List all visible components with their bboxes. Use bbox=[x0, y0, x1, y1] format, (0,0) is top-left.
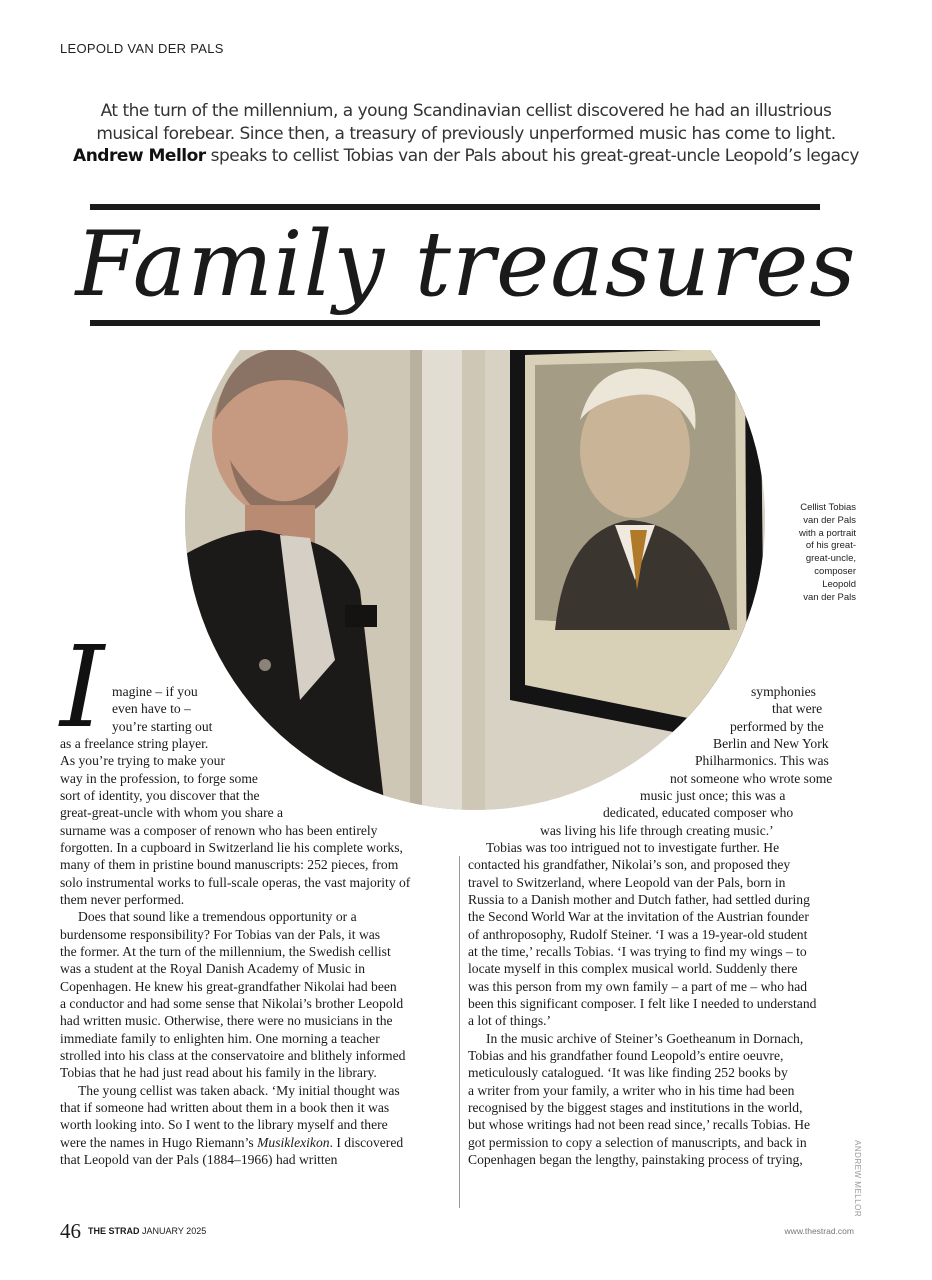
right-column-line: contacted his grandfather, Nikolai’s son, and proposed they bbox=[468, 857, 791, 872]
right-column-line: meticulously catalogued. ‘It was like finding 252 books by bbox=[468, 1065, 788, 1080]
caption-line: van der Pals bbox=[803, 591, 856, 603]
caption-line: great-uncle, bbox=[805, 553, 856, 565]
author-name: Andrew Mellor bbox=[73, 146, 206, 166]
left-column-line: that if someone had written about them in a book then it was bbox=[60, 1100, 390, 1115]
article-title bbox=[60, 200, 872, 330]
left-column-line: that Leopold van der Pals (1884–1966) had written bbox=[60, 1152, 338, 1167]
standfirst-line-3 bbox=[60, 145, 872, 168]
caption-line: composer bbox=[814, 565, 856, 577]
article-title-text: Family treasures bbox=[71, 212, 860, 317]
left-column-line: had written music. Otherwise, there were no musicians in the bbox=[60, 1013, 393, 1028]
book-title: Musiklexikon bbox=[257, 1135, 330, 1150]
right-column-line: Tobias was too intrigued not to investigate further. He bbox=[486, 840, 780, 855]
right-column-line: at the time,’ recalls Tobias. ‘I was trying to find my wings – to bbox=[468, 944, 807, 959]
caption-line: with a portrait bbox=[798, 527, 856, 539]
right-column-line: performed by the bbox=[730, 719, 824, 734]
left-column-line: great-great-uncle with whom you share a bbox=[60, 805, 284, 820]
right-column-line: In the music archive of Steiner’s Goetheanum in Dornach, bbox=[486, 1031, 804, 1046]
left-column-line: burdensome responsibility? For Tobias van der Pals, it was bbox=[60, 927, 381, 942]
photo-credit: ANDREW MELLOR bbox=[853, 1140, 862, 1218]
right-column-line: symphonies bbox=[751, 684, 816, 699]
left-column-line: as a freelance string player. bbox=[60, 736, 209, 751]
right-column-line: music just once; this was a bbox=[640, 788, 786, 803]
left-column-line: surname was a composer of renown who has been entirely bbox=[60, 823, 378, 838]
left-column-line: forgotten. In a cupboard in Switzerland lie his complete works, bbox=[60, 840, 403, 855]
left-column-line: solo instrumental works to full-scale operas, the vast majority of bbox=[60, 875, 411, 890]
right-column-line: got permission to copy a selection of manuscripts, and back in bbox=[468, 1135, 807, 1150]
left-column-line: Does that sound like a tremendous opportunity or a bbox=[78, 909, 357, 924]
page-number: 46 bbox=[60, 1219, 81, 1243]
magazine-url: www.thestrad.com bbox=[784, 1226, 854, 1236]
right-column-line: travel to Switzerland, where Leopold van der Pals, born in bbox=[468, 875, 786, 890]
right-column-line: Copenhagen began the lengthy, painstaking process of trying, bbox=[468, 1152, 803, 1167]
left-column-line: Copenhagen. He knew his great-grandfather Nikolai had been bbox=[60, 979, 397, 994]
caption-line: Leopold bbox=[822, 578, 856, 590]
magazine-issue bbox=[88, 1226, 206, 1236]
standfirst-line-1: At the turn of the millennium, a young Scandinavian cellist discovered he had an illustrious bbox=[100, 101, 832, 121]
standfirst bbox=[60, 100, 872, 168]
running-head: LEOPOLD VAN DER PALS bbox=[60, 41, 224, 56]
right-column-line: a writer from your family, a writer who in his time had been bbox=[468, 1083, 795, 1098]
left-column-text: were the names in Hugo Riemann’s bbox=[60, 1135, 258, 1150]
left-column-line bbox=[60, 1134, 403, 1151]
left-column-line: even have to – bbox=[112, 701, 191, 716]
right-column-line: but whose writings had not been read since,’ recalls Tobias. He bbox=[468, 1117, 811, 1132]
drop-cap: I bbox=[60, 623, 105, 753]
left-column-line: the former. At the turn of the millennium, the Swedish cellist bbox=[60, 944, 391, 959]
left-column-line: The young cellist was taken aback. ‘My initial thought was bbox=[78, 1083, 400, 1098]
left-column-line: magine – if you bbox=[112, 684, 198, 699]
right-column-line: the Second World War at the invitation of the Austrian founder bbox=[468, 909, 809, 924]
left-column-line: was a student at the Royal Danish Academy of Music in bbox=[60, 961, 366, 976]
right-column-line: Philharmonics. This was bbox=[695, 753, 829, 768]
right-column-line: recognised by the biggest stages and institutions in the world, bbox=[468, 1100, 803, 1115]
right-column-line: locate myself in this complex musical world. Suddenly there bbox=[468, 961, 798, 976]
right-column-line: dedicated, educated composer who bbox=[603, 805, 794, 820]
column-rule bbox=[459, 856, 460, 1208]
right-column-line: not someone who wrote some bbox=[670, 771, 833, 786]
left-column-line: them never performed. bbox=[60, 892, 185, 907]
standfirst-line-3-rest: speaks to cellist Tobias van der Pals about his great-great-uncle Leopold’s legacy bbox=[205, 146, 859, 166]
right-column-line: Tobias and his grandfather found Leopold’s entire oeuvre, bbox=[468, 1048, 784, 1063]
right-column-line: been this significant composer. I felt like I needed to understand bbox=[468, 996, 817, 1011]
left-column-line: worth looking into. So I went to the library myself and there bbox=[60, 1117, 388, 1132]
left-column-text: . I discovered bbox=[329, 1135, 404, 1150]
left-column-line: Tobias that he had just read about his family in the library. bbox=[60, 1065, 377, 1080]
magazine-name: THE STRAD bbox=[88, 1226, 140, 1236]
photo-caption bbox=[776, 502, 856, 604]
left-column-line: As you’re trying to make your bbox=[60, 753, 225, 768]
left-column-line: strolled into his class at the conservatoire and blithely informed bbox=[60, 1048, 406, 1063]
issue-date: JANUARY 2025 bbox=[139, 1226, 207, 1236]
right-column-line: of anthroposophy, Rudolf Steiner. ‘I was a 19-year-old student bbox=[468, 927, 808, 942]
left-column-line: many of them in pristine bound manuscripts: 252 pieces, from bbox=[60, 857, 399, 872]
caption-line: of his great- bbox=[805, 540, 856, 552]
right-column-line: a lot of things.’ bbox=[468, 1013, 552, 1028]
standfirst-line-2: musical forebear. Since then, a treasury of previously unperformed music has come to light. bbox=[96, 123, 836, 144]
right-column-line: that were bbox=[772, 701, 823, 716]
left-column-line: immediate family to enlighten him. One morning a teacher bbox=[60, 1031, 380, 1046]
left-column-line: sort of identity, you discover that the bbox=[60, 788, 260, 803]
caption-line: van der Pals bbox=[803, 514, 856, 526]
left-column-line: way in the profession, to forge some bbox=[60, 771, 258, 786]
left-column-line: you’re starting out bbox=[112, 719, 213, 734]
left-column-line: a conductor and had some sense that Nikolai’s brother Leopold bbox=[60, 996, 404, 1011]
right-column-line: was this person from my own family – a part of me – who had bbox=[468, 979, 808, 994]
caption-line: Cellist Tobias bbox=[800, 502, 856, 513]
right-column-line: Russia to a Danish mother and Dutch father, had settled during bbox=[468, 892, 810, 907]
right-column-line: Berlin and New York bbox=[713, 736, 829, 751]
right-column-line: was living his life through creating music.’ bbox=[540, 823, 774, 838]
